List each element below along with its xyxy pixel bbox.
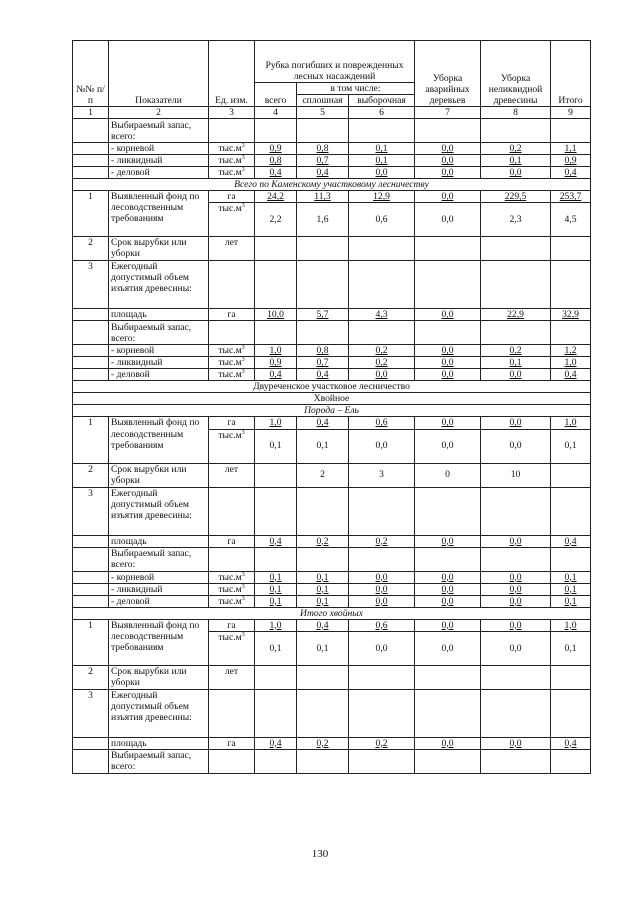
value-cell: 0,6 <box>349 203 415 237</box>
value-cell: 0,0 <box>481 583 551 595</box>
value-cell: 0,1 <box>297 595 349 607</box>
value-cell: 0,0 <box>415 571 481 583</box>
value-cell: 0,0 <box>415 167 481 179</box>
value-cell: 2 <box>297 463 349 487</box>
value-cell: 0,2 <box>349 535 415 547</box>
value-cell: 0,1 <box>297 631 349 665</box>
value-cell: 0,1 <box>255 571 297 583</box>
value-cell: 0,0 <box>415 619 481 631</box>
unit-cell: $тыс.м^3$ <box>209 155 255 167</box>
section-title: Итого хвойных <box>73 607 591 619</box>
colnum: 9 <box>551 107 591 119</box>
value-cell <box>551 463 591 487</box>
value-cell: 0,1 <box>297 429 349 463</box>
row-number <box>73 369 109 381</box>
row-label: Выбираемый запас, всего: <box>109 749 209 773</box>
row-label: площадь <box>109 309 209 321</box>
value-cell: 0,4 <box>297 417 349 429</box>
value-cell: 2,2 <box>255 203 297 237</box>
row-label: Срок вырубки или уборки <box>109 463 209 487</box>
value-cell: 0,0 <box>415 143 481 155</box>
value-cell: 3 <box>349 463 415 487</box>
value-cell: 0,0 <box>415 429 481 463</box>
row-label: Срок вырубки или уборки <box>109 237 209 261</box>
row-number <box>73 309 109 321</box>
value-cell: 0,0 <box>415 369 481 381</box>
value-cell: 0,0 <box>481 737 551 749</box>
row-number: 3 <box>73 689 109 737</box>
value-cell: 0,6 <box>349 619 415 631</box>
row-label: - ликвидный <box>109 357 209 369</box>
section-title: Двуреченское участковое лесничество <box>73 381 591 393</box>
unit-cell: $тыс.м^3$ <box>209 369 255 381</box>
value-cell: 0,4 <box>255 535 297 547</box>
value-cell: 10,0 <box>255 309 297 321</box>
section-title: Всего по Каменскому участковому лесничеству <box>73 179 591 191</box>
value-cell: 0,4 <box>297 167 349 179</box>
value-cell: 0,0 <box>415 595 481 607</box>
unit-cell: га <box>209 309 255 321</box>
value-cell: 0,1 <box>297 583 349 595</box>
value-cell: 0,9 <box>255 143 297 155</box>
value-cell: 1,0 <box>551 619 591 631</box>
row-number: 1 <box>73 619 109 665</box>
value-cell: 0,0 <box>481 167 551 179</box>
header-num: №№ п/п <box>73 41 109 107</box>
document-page <box>72 40 590 774</box>
species-title: Порода – Ель <box>73 405 591 417</box>
value-cell: 0,0 <box>415 203 481 237</box>
value-cell: 0,1 <box>255 429 297 463</box>
value-cell: 5,7 <box>297 309 349 321</box>
row-number: 1 <box>73 191 109 237</box>
value-cell: 0,0 <box>415 309 481 321</box>
value-cell: 0,4 <box>297 619 349 631</box>
value-cell: 0,6 <box>349 417 415 429</box>
value-cell: 4,5 <box>551 203 591 237</box>
value-cell: 0,0 <box>415 737 481 749</box>
colnum: 8 <box>481 107 551 119</box>
value-cell: 0,2 <box>349 737 415 749</box>
row-label: Ежегодный допустимый объем изъятия древесины: <box>109 261 209 309</box>
value-cell: 0,1 <box>297 571 349 583</box>
row-number: 2 <box>73 237 109 261</box>
row-label: - деловой <box>109 595 209 607</box>
page-number: 130 <box>311 848 329 860</box>
header-itogo: Итого <box>551 41 591 107</box>
unit-cell: $тыс.м^3$ <box>209 583 255 595</box>
row-label: - ликвидный <box>109 583 209 595</box>
value-cell: 0,0 <box>349 167 415 179</box>
unit-cell: $тыс.м^3$ <box>209 203 255 237</box>
row-number <box>73 155 109 167</box>
value-cell: 22,9 <box>481 309 551 321</box>
value-cell: 1,0 <box>551 357 591 369</box>
row-number: 3 <box>73 261 109 309</box>
value-cell: 0,0 <box>349 583 415 595</box>
row-number <box>73 583 109 595</box>
row-label: площадь <box>109 535 209 547</box>
colnum: 3 <box>209 107 255 119</box>
header-total: всего <box>255 83 297 107</box>
unit-cell: $тыс.м^3$ <box>209 595 255 607</box>
value-cell: 0,9 <box>551 155 591 167</box>
value-cell: 0,1 <box>481 357 551 369</box>
value-cell: 0,1 <box>551 571 591 583</box>
colnum: 7 <box>415 107 481 119</box>
value-cell: 0,9 <box>255 357 297 369</box>
row-number: 2 <box>73 665 109 689</box>
value-cell: 0,0 <box>349 369 415 381</box>
value-cell: 0,4 <box>551 369 591 381</box>
value-cell: 0,0 <box>415 345 481 357</box>
unit-cell: $тыс.м^3$ <box>209 571 255 583</box>
value-cell: 0,7 <box>297 357 349 369</box>
value-cell: 0,4 <box>551 167 591 179</box>
value-cell: 0,1 <box>551 631 591 665</box>
value-cell: 2,3 <box>481 203 551 237</box>
value-cell: 0,1 <box>551 583 591 595</box>
row-number: 1 <box>73 417 109 463</box>
value-cell: 0,0 <box>349 429 415 463</box>
row-label: Выявленный фонд по лесоводственным требованиям <box>109 619 209 665</box>
row-label: - ликвидный <box>109 155 209 167</box>
value-cell: 0,1 <box>551 429 591 463</box>
value-cell: 0,4 <box>255 737 297 749</box>
row-label: - корневой <box>109 571 209 583</box>
value-cell: 0,4 <box>551 535 591 547</box>
value-cell: 0,2 <box>481 345 551 357</box>
row-label: Ежегодный допустимый объем изъятия древесины: <box>109 487 209 535</box>
row-label: - корневой <box>109 143 209 155</box>
value-cell: 0,0 <box>481 429 551 463</box>
value-cell: 253,7 <box>551 191 591 203</box>
value-cell: 0,4 <box>551 737 591 749</box>
value-cell: 4,3 <box>349 309 415 321</box>
value-cell: 0,8 <box>255 155 297 167</box>
value-cell: 0,2 <box>297 737 349 749</box>
row-label: - деловой <box>109 369 209 381</box>
value-cell: 32,9 <box>551 309 591 321</box>
value-cell: 1,0 <box>255 619 297 631</box>
value-cell: 0,4 <box>297 369 349 381</box>
value-cell: 0,8 <box>297 345 349 357</box>
row-number <box>73 143 109 155</box>
value-cell: 1,2 <box>551 345 591 357</box>
value-cell: 0,1 <box>255 583 297 595</box>
unit-cell: га <box>209 737 255 749</box>
value-cell: 0,0 <box>481 619 551 631</box>
colnum: 1 <box>73 107 109 119</box>
value-cell: 24,2 <box>255 191 297 203</box>
unit-cell: лет <box>209 665 255 689</box>
unit-cell: га <box>209 619 255 631</box>
unit-cell: $тыс.м^3$ <box>209 345 255 357</box>
row-number <box>73 571 109 583</box>
value-cell: 0,1 <box>349 155 415 167</box>
unit-cell: $тыс.м^3$ <box>209 631 255 665</box>
row-label: Выявленный фонд по лесоводственным требованиям <box>109 191 209 237</box>
row-number: 2 <box>73 463 109 487</box>
value-cell: 0,1 <box>255 631 297 665</box>
value-cell: 0,1 <box>255 595 297 607</box>
value-cell: 0,7 <box>297 155 349 167</box>
value-cell: 1,6 <box>297 203 349 237</box>
value-cell: 229,5 <box>481 191 551 203</box>
header-solid: сплошная <box>297 95 349 107</box>
value-cell: 0,2 <box>349 345 415 357</box>
value-cell: 0,0 <box>415 631 481 665</box>
value-cell: 0,2 <box>349 357 415 369</box>
row-number <box>73 737 109 749</box>
unit-cell: га <box>209 191 255 203</box>
value-cell: 0,0 <box>349 631 415 665</box>
value-cell: 0,1 <box>349 143 415 155</box>
unit-cell: га <box>209 417 255 429</box>
unit-cell: $тыс.м^3$ <box>209 167 255 179</box>
value-cell: 1,1 <box>551 143 591 155</box>
header-illiquid: Уборка неликвидной древесины <box>481 41 551 107</box>
row-label: - деловой <box>109 167 209 179</box>
unit-cell: лет <box>209 463 255 487</box>
row-number <box>73 167 109 179</box>
row-label: Срок вырубки или уборки <box>109 665 209 689</box>
unit-cell: лет <box>209 237 255 261</box>
colnum: 2 <box>109 107 209 119</box>
value-cell: 0,0 <box>415 191 481 203</box>
unit-cell: $тыс.м^3$ <box>209 143 255 155</box>
unit-cell: $тыс.м^3$ <box>209 429 255 463</box>
value-cell: 1,0 <box>551 417 591 429</box>
value-cell: 0,2 <box>481 143 551 155</box>
value-cell: 12,9 <box>349 191 415 203</box>
header-emergency: Уборка аварийных деревьев <box>415 41 481 107</box>
value-cell: 0,0 <box>481 535 551 547</box>
colnum: 5 <box>297 107 349 119</box>
value-cell: 0,0 <box>415 155 481 167</box>
group-title: Хвойное <box>73 393 591 405</box>
header-in-that: в том числе: <box>297 83 415 95</box>
row-number: 3 <box>73 487 109 535</box>
value-cell: 1,0 <box>255 345 297 357</box>
value-cell: 0,0 <box>481 631 551 665</box>
row-label: - корневой <box>109 345 209 357</box>
value-cell: 10 <box>481 463 551 487</box>
row-number <box>73 535 109 547</box>
value-cell: 0,2 <box>297 535 349 547</box>
row-label: Выбираемый запас, всего: <box>109 321 209 345</box>
value-cell <box>255 463 297 487</box>
value-cell: 0,0 <box>415 583 481 595</box>
value-cell: 0,0 <box>481 571 551 583</box>
value-cell: 0,0 <box>481 417 551 429</box>
value-cell: 0,0 <box>349 595 415 607</box>
value-cell: 0,0 <box>415 535 481 547</box>
value-cell: 0,1 <box>551 595 591 607</box>
row-number <box>73 357 109 369</box>
row-label: Выбираемый запас, всего: <box>109 547 209 571</box>
row-label: Ежегодный допустимый объем изъятия древесины: <box>109 689 209 737</box>
value-cell: 0,0 <box>349 571 415 583</box>
header-selective: выборочная <box>349 95 415 107</box>
value-cell: 1,0 <box>255 417 297 429</box>
value-cell: 0,8 <box>297 143 349 155</box>
header-indicators: Показатели <box>109 41 209 107</box>
value-cell: 11,3 <box>297 191 349 203</box>
unit-cell: га <box>209 535 255 547</box>
value-cell: 0,0 <box>481 595 551 607</box>
forest-felling-table <box>72 40 591 774</box>
colnum: 6 <box>349 107 415 119</box>
value-cell: 0,0 <box>481 369 551 381</box>
row-label: Выявленный фонд по лесоводственным требованиям <box>109 417 209 463</box>
value-cell: 0,1 <box>481 155 551 167</box>
value-cell: 0,4 <box>255 167 297 179</box>
value-cell: 0,0 <box>415 417 481 429</box>
unit-cell: $тыс.м^3$ <box>209 357 255 369</box>
row-number <box>73 345 109 357</box>
value-cell: 0,4 <box>255 369 297 381</box>
row-label: Выбираемый запас, всего: <box>109 119 209 143</box>
header-unit: Ед. изм. <box>209 41 255 107</box>
colnum: 4 <box>255 107 297 119</box>
row-label: площадь <box>109 737 209 749</box>
header-felling: Рубка погибших и поврежденных лесных насаждений <box>255 41 415 83</box>
value-cell: 0,0 <box>415 357 481 369</box>
row-number <box>73 595 109 607</box>
value-cell: 0 <box>415 463 481 487</box>
